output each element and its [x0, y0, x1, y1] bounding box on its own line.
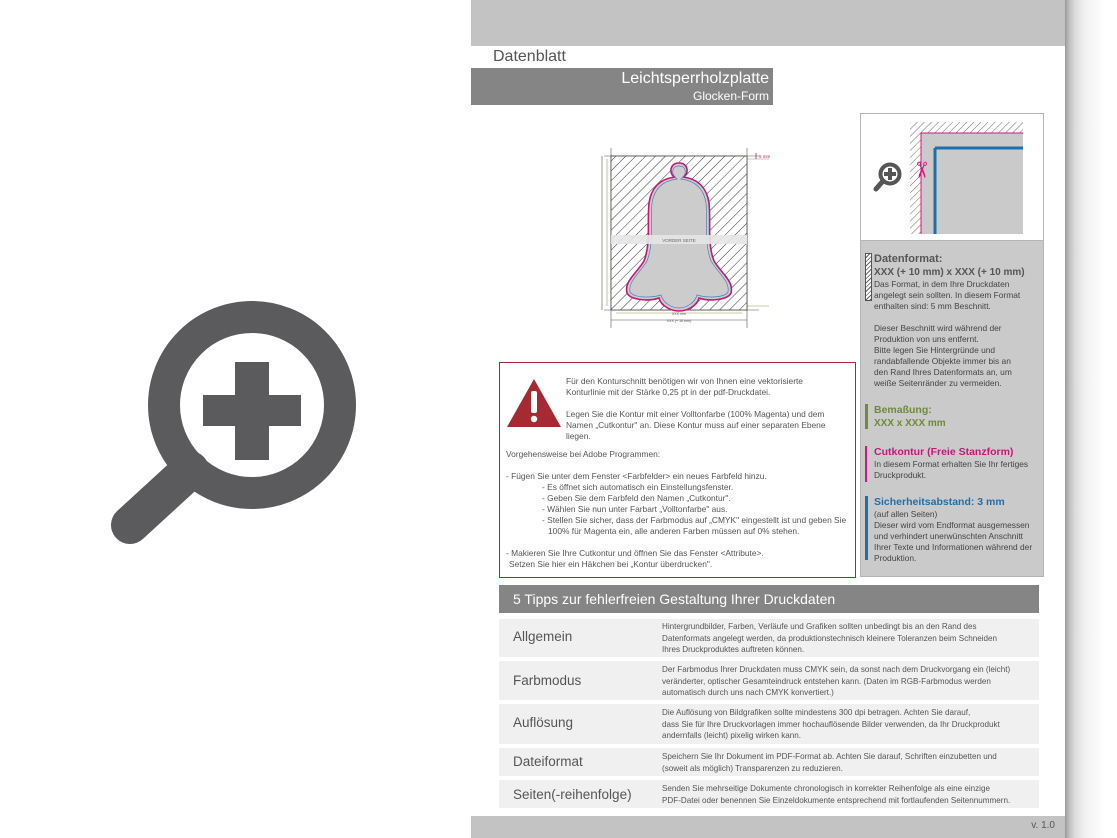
text-line: Ihrer Texte und Informationen während der	[874, 542, 1033, 552]
text-line: Datenformats angelegt werden, da produktionstechnisch kleinere Toleranzen beim Schneiden	[662, 633, 998, 643]
sicherheitsabstand-block	[865, 496, 1043, 564]
tip-row-allgemein	[499, 619, 1039, 657]
procedure-step: - Fügen Sie unter dem Fenster <Farbfelder> ein neues Farbfeld hinzu.	[506, 471, 767, 481]
text-line: Produktion von uns entfernt.	[874, 334, 979, 344]
text-line: Ihres Druckproduktes auftreten können.	[662, 645, 805, 654]
procedure-substep: 100% für Magenta ein, alle anderen Farben müssen auf 0% stehen.	[548, 526, 800, 536]
title-bar	[471, 68, 773, 105]
bemassung-heading: Bemaßung:	[874, 404, 932, 416]
zoom-in-icon[interactable]	[873, 160, 903, 194]
datenformat-heading: Datenformat:	[874, 253, 943, 265]
tip-row-seitenreihenfolge	[499, 780, 1039, 808]
text-line: (soweit als möglich) Transparenzen zu reduzieren.	[662, 763, 843, 773]
text-line: automatisch durch uns nach CMYK konvertiert.)	[662, 688, 834, 697]
text-line: Druckprodukt.	[874, 470, 927, 480]
text-line: Für den Konturschnitt benötigen wir von Ihnen eine vektorisierte	[566, 376, 803, 386]
tip-row-dateiformat	[499, 748, 1039, 776]
cutkontur-warning-box	[499, 362, 856, 578]
tip-description	[662, 783, 1037, 806]
beschnitt-note	[865, 323, 1043, 389]
text-line: angelegt sein sollten. In diesem Format	[874, 290, 1021, 300]
svg-text:5 mm: 5 mm	[759, 154, 771, 159]
page-footer-band	[471, 816, 1065, 838]
procedure-step: - Makieren Sie Ihre Cutkontur und öffnen Sie das Fenster <Attribute>.	[506, 548, 764, 558]
bell-shape-diagram	[599, 143, 774, 333]
text-line: PDF-Datei oder benennen Sie Einzeldokumente entsprechend mit fortlaufenden Seitennummern.	[662, 795, 1011, 805]
text-line: Hintergrundbilder, Farben, Verläufe und Grafiken sollten unbedingt bis an den Rand des	[662, 622, 977, 631]
page-shadow	[1065, 0, 1105, 838]
bleed-hatch-marker	[865, 253, 872, 301]
text-line: und verhindert unerwünschten Anschnitt	[874, 531, 1023, 541]
text-line: In diesem Format erhalten Sie Ihr fertiges	[874, 459, 1029, 469]
procedure-substep: - Es öffnet sich automatisch ein Einstellungsfenster.	[542, 482, 734, 492]
product-title: Leichtsperrholzplatte	[621, 70, 769, 87]
page-header-band	[471, 0, 1065, 46]
text-line: Produktion.	[874, 553, 917, 563]
sicherheitsabstand-heading: Sicherheitsabstand: 3 mm	[874, 496, 1005, 508]
text-line: veränderter, optischer Gesamteindruck entstehen kann. (Daten im RGB-Farbmodus werden	[662, 676, 991, 686]
bemassung-size: XXX x XXX mm	[874, 418, 946, 429]
tip-name: Farbmodus	[513, 673, 582, 688]
text-line: randabfallende Objekte immer bis an	[874, 356, 1011, 366]
procedure-step: Setzen Sie hier ein Häkchen bei „Kontur überdrucken".	[509, 559, 713, 569]
datenformat-size: XXX (+ 10 mm) x XXX (+ 10 mm)	[874, 267, 1025, 278]
datenformat-block	[865, 253, 1043, 312]
text-line: Legen Sie die Kontur mit einer Volltonfarbe (100% Magenta) und dem	[566, 409, 825, 419]
procedure-substep: - Stellen Sie sicher, dass der Farbmodus auf „CMYK" eingestellt ist und geben Sie	[542, 515, 847, 525]
text-line: Bitte legen Sie Hintergründe und	[874, 345, 996, 355]
tip-description	[662, 621, 1037, 656]
tip-row-farbmodus	[499, 661, 1039, 700]
specification-panel	[860, 241, 1044, 577]
magenta-marker	[865, 446, 867, 482]
svg-text:XXX mm: XXX mm	[671, 312, 687, 316]
green-marker	[865, 404, 868, 429]
tip-description	[662, 751, 1037, 774]
datasheet-page	[471, 0, 1065, 838]
tip-name: Allgemein	[513, 629, 573, 644]
text-line: Die Auflösung von Bildgrafiken sollte mindestens 300 dpi betragen. Achten Sie darauf,	[662, 708, 971, 717]
text-line: Dieser wird vom Endformat ausgemessen	[874, 520, 1030, 530]
svg-text:VORDER SEITE: VORDER SEITE	[662, 238, 696, 243]
document-type-label: Datenblatt	[471, 46, 590, 68]
text-line: Namen „Cutkontur" an. Diese Kontur muss auf einer separaten Ebene liegen.	[566, 420, 826, 441]
text-line: Konturlinie mit der Stärke 0,25 pt in der pdf-Druckdatei.	[566, 387, 771, 397]
warning-triangle-icon	[505, 377, 563, 429]
text-line: den Rand Ihres Datenformats an, um	[874, 367, 1012, 377]
svg-text:XXX (+ 10 mm): XXX (+ 10 mm)	[666, 319, 692, 323]
corner-detail-panel	[860, 113, 1044, 241]
text-line: andernfalls (leicht) pixelig wirken kann.	[662, 731, 802, 740]
text-line: Dieser Beschnitt wird während der	[874, 323, 1002, 333]
warning-paragraph-1	[566, 376, 851, 398]
tip-description	[662, 664, 1037, 699]
blue-marker	[865, 496, 868, 560]
text-line: Der Farbmodus Ihrer Druckdaten muss CMYK sein, da sonst nach dem Druckvorgang ein (leicht)	[662, 665, 1011, 674]
text-line: Das Format, in dem Ihre Druckdaten	[874, 279, 1010, 289]
procedure-title: Vorgehensweise bei Adobe Programmen:	[506, 449, 661, 459]
cutkontur-block	[865, 446, 1043, 481]
text-line: weiße Seitenränder zu vermeiden.	[874, 378, 1002, 388]
text-line: (auf allen Seiten)	[874, 509, 938, 519]
tip-name: Seiten(-reihenfolge)	[513, 787, 632, 802]
adobe-procedure	[506, 449, 851, 570]
tip-description	[662, 707, 1037, 742]
zoom-in-magnifier-icon[interactable]	[105, 290, 360, 550]
cutkontur-heading: Cutkontur (Freie Stanzform)	[874, 446, 1014, 458]
text-line: Senden Sie mehrseitige Dokumente chronologisch in korrekter Reihenfolge als eine einzige	[662, 784, 990, 793]
procedure-substep: - Geben Sie dem Farbfeld den Namen „Cutkontur".	[542, 493, 731, 503]
version-label: v. 1.0	[1031, 820, 1055, 831]
tip-row-aufloesung	[499, 704, 1039, 744]
tips-heading: 5 Tipps zur fehlerfreien Gestaltung Ihrer Druckdaten	[499, 585, 1039, 613]
product-subtitle: Glocken-Form	[692, 89, 769, 103]
procedure-substep: - Wählen Sie nun unter Farbart „Volltonfarbe" aus.	[542, 504, 728, 514]
text-line: enthalten sind: 5 mm Beschnitt.	[874, 301, 991, 311]
bemassung-block	[865, 404, 1043, 430]
warning-paragraph-2	[566, 409, 851, 442]
text-line: dass Sie für Ihre Druckvorlagen immer hochauflösende Bilder verwenden, da Ihr Druckprodukt	[662, 719, 1000, 729]
scissors-icon: ✂	[909, 160, 935, 180]
tip-name: Dateiformat	[513, 754, 583, 769]
tip-name: Auflösung	[513, 715, 574, 730]
text-line: Speichern Sie Ihr Dokument im PDF-Format ab. Achten Sie darauf, Schriften einzubetten und	[662, 752, 997, 761]
